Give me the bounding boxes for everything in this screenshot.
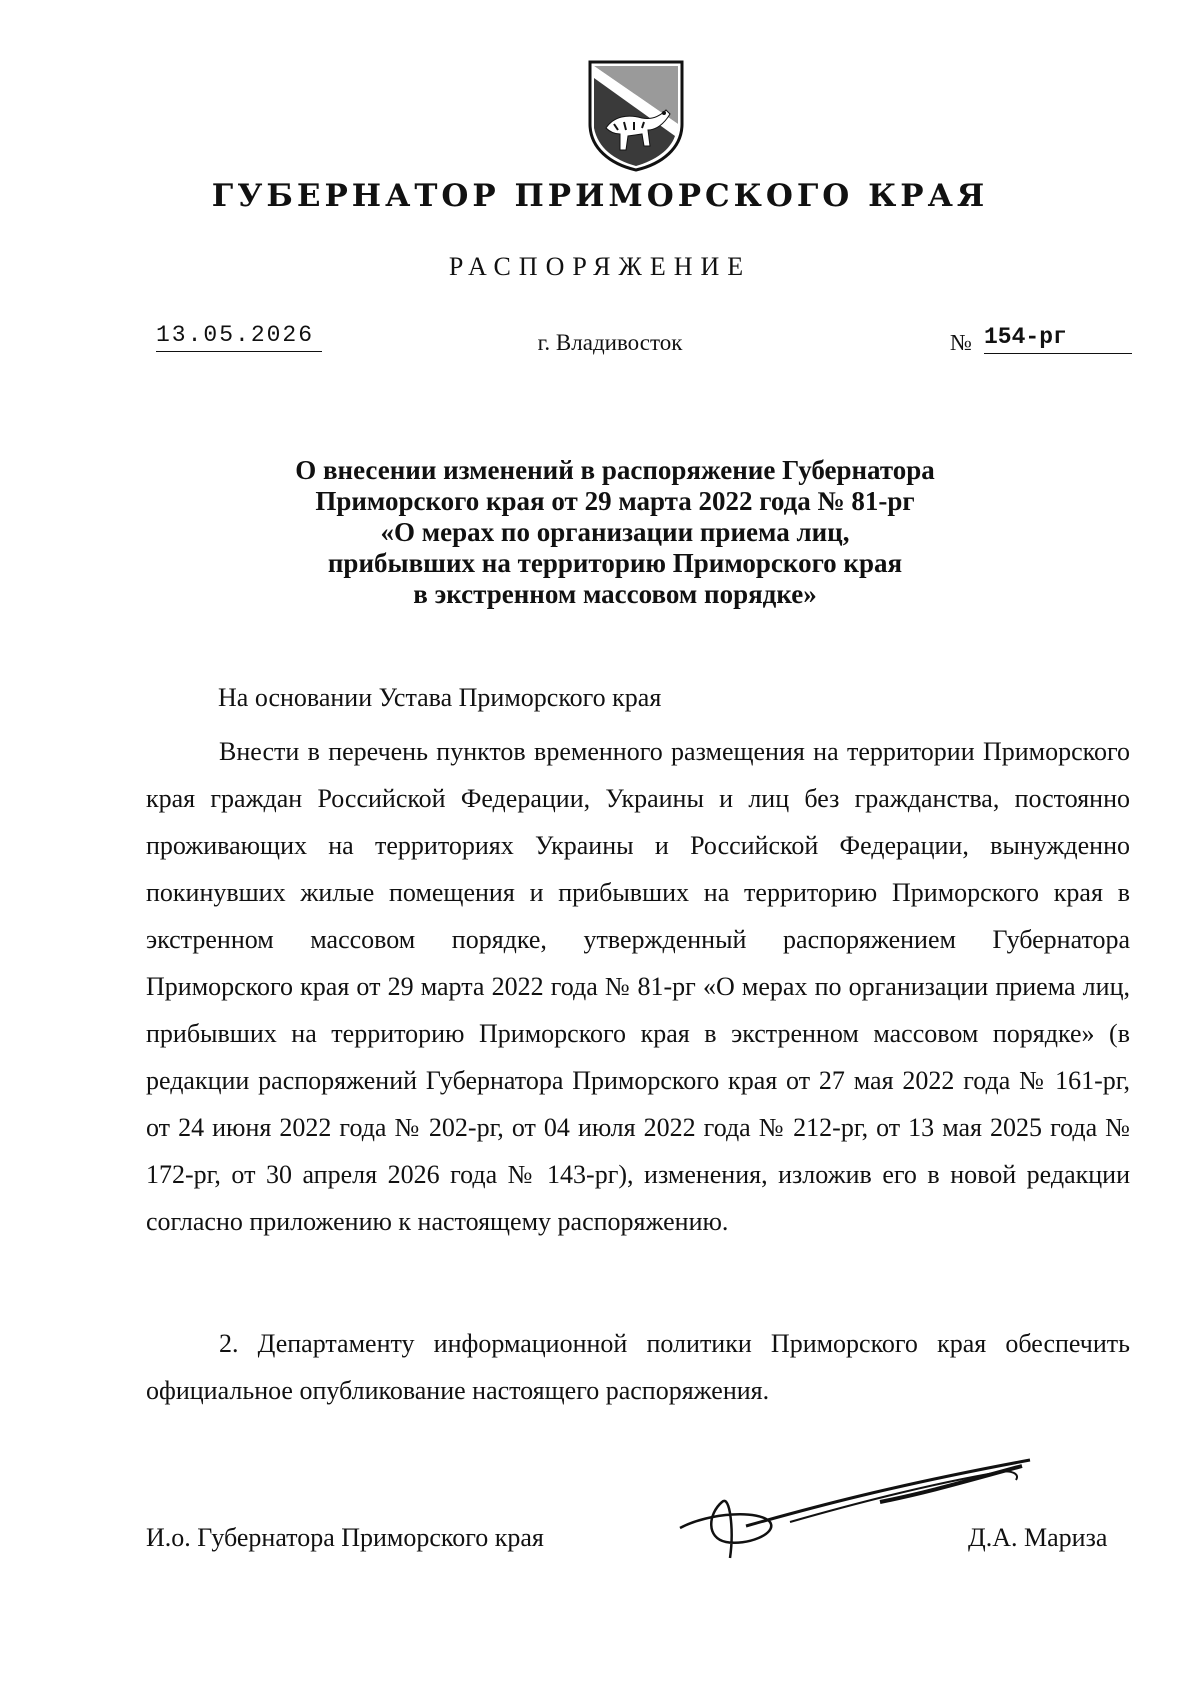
authority-title: ГУБЕРНАТОР ПРИМОРСКОГО КРАЯ — [211, 178, 989, 214]
subject-line: Приморского края от 29 марта 2022 года № 81-рг — [315, 486, 915, 516]
document-type: РАСПОРЯЖЕНИЕ — [448, 252, 752, 281]
legal-basis: На основании Устава Приморского края — [218, 683, 662, 712]
paragraph-2: 2. Департаменту информационной политики Приморского края обеспечить официальное опубликование настоящего распоряжения. — [146, 1329, 1130, 1405]
coat-of-arms-icon — [584, 58, 688, 174]
subject-line: в экстренном массовом порядке» — [413, 579, 817, 609]
document-number-label: № — [950, 330, 972, 355]
subject-line: «О мерах по организации приема лиц, — [380, 517, 850, 547]
signatory-position: И.о. Губернатора Приморского края — [146, 1523, 544, 1552]
subject-line: О внесении изменений в распоряжение Губернатора — [295, 455, 935, 485]
document-subject — [200, 455, 1030, 610]
subject-line: прибывших на территорию Приморского края — [327, 548, 903, 578]
document-city: г. Владивосток — [537, 330, 683, 355]
paragraph-1: Внести в перечень пунктов временного размещения на территории Приморского края граждан Российской Федерации, Украины и лиц без гражданства, постоянно проживающих на территориях Украины и Российской Федерации, вынужденно покинувших жилые помещения и прибывших на территорию Приморского края в экстренном массовом порядке, утвержденный распоряжением Губернатора Приморского края от 29 марта 2022 года № 81-рг «О мерах по организации приема лиц, прибывших на территорию Приморского края в экстренном массовом порядке» (в редакции распоряжений Губернатора Приморского края от 27 мая 2022 года № 161-рг, от 24 июня 2022 года № 202-рг, от 04 июля 2022 года № 212-рг, от 13 мая 2025 года № 172-рг, от 30 апреля 2026 года № 143-рг), изменения, изложив его в новой редакции согласно приложению к настоящему распоряжению. — [146, 737, 1130, 1236]
document-date: 13.05.2026 — [156, 322, 322, 352]
document-number: 154-рг — [984, 324, 1132, 354]
signatory-name: Д.А. Мариза — [968, 1523, 1108, 1552]
